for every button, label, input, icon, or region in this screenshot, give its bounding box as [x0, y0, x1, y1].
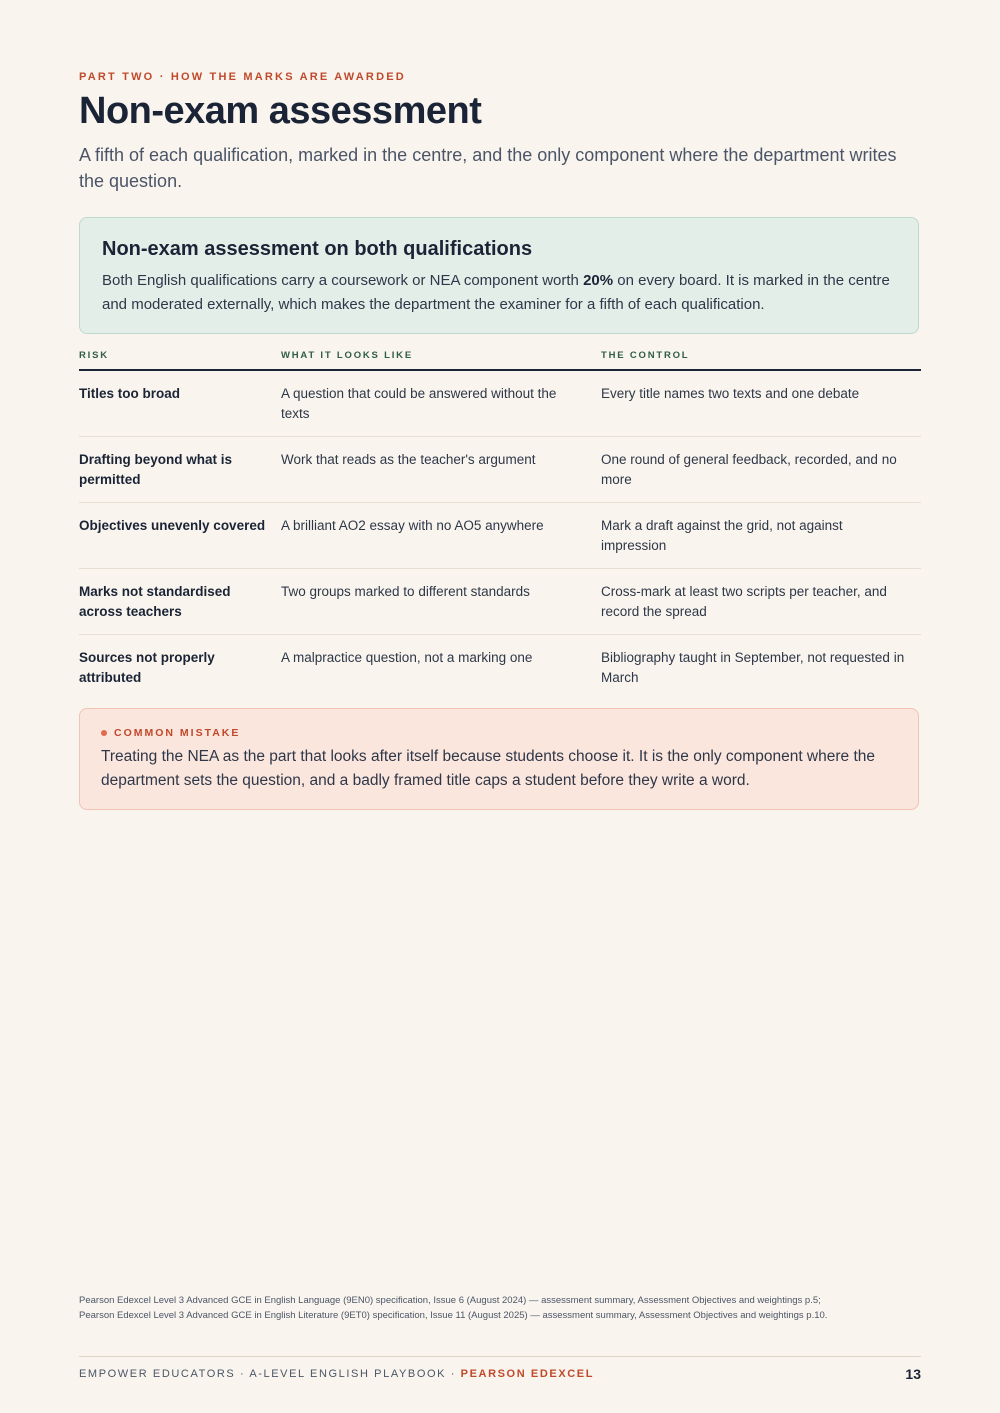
nea-callout — [79, 217, 919, 334]
source-line: Pearson Edexcel Level 3 Advanced GCE in English Language (9EN0) specification, Issue 6 (August 2024) — assessment summary, Assessment Objectives and weightings p.5; — [79, 1295, 821, 1306]
header-control: THE CONTROL — [601, 344, 921, 370]
table-row — [79, 370, 921, 437]
header-looks-like: WHAT IT LOOKS LIKE — [281, 344, 601, 370]
page-lede: A fifth of each qualification, marked in the centre, and the only component where the department writes the question. — [79, 145, 897, 191]
looks-like-cell: A malpractice question, not a marking one — [281, 650, 533, 665]
risk-cell: Drafting beyond what is permitted — [79, 437, 281, 503]
footer-divider — [79, 1356, 921, 1357]
risk-table — [79, 344, 921, 700]
callout-text — [102, 269, 896, 317]
looks-like-cell: Two groups marked to different standards — [281, 569, 601, 635]
source-notes — [79, 1293, 921, 1323]
footer-brand — [79, 1368, 594, 1380]
looks-like-cell: A question that could be answered without the texts — [281, 370, 601, 437]
source-line: Pearson Edexcel Level 3 Advanced GCE in English Literature (9ET0) specification, Issue 11 (August 2025) — assessment summary, Assessment Objectives and weightings p.10. — [79, 1310, 828, 1321]
common-mistake-box — [79, 708, 919, 810]
looks-like-cell: Work that reads as the teacher's argument — [281, 437, 601, 503]
callout-text-end: on every board. It is marked in the centre and moderated externally, which makes the department the examiner for a fifth of each qualification. — [102, 272, 890, 313]
control-cell: Bibliography taught in September, not requested in March — [601, 650, 905, 685]
footer-brand-text: EMPOWER EDUCATORS · A-LEVEL ENGLISH PLAYBOOK · — [79, 1368, 461, 1380]
mistake-text: Treating the NEA as the part that looks after itself because students choose it. It is the only component where the department sets the question, and a badly framed title caps a student before they write a word. — [101, 748, 876, 789]
control-cell: One round of general feedback, recorded, and no more — [601, 437, 921, 503]
bullet-dot-icon — [101, 730, 107, 736]
control-cell: Every title names two texts and one debate — [601, 370, 921, 437]
table-row — [79, 437, 921, 503]
footer-brand-accent: PEARSON EDEXCEL — [460, 1368, 595, 1380]
section-eyebrow: PART TWO · HOW THE MARKS ARE AWARDED — [79, 71, 406, 83]
control-cell: Mark a draft against the grid, not against impression — [601, 503, 921, 569]
control-cell: Cross-mark at least two scripts per teacher, and record the spread — [601, 569, 921, 635]
looks-like-cell: A brilliant AO2 essay with no AO5 anywhere — [281, 503, 601, 569]
risk-cell: Objectives unevenly covered — [79, 503, 281, 569]
header-risk: RISK — [79, 344, 281, 370]
table-header-row — [79, 344, 921, 370]
table-row — [79, 569, 921, 635]
page-title: Non-exam assessment — [79, 90, 482, 132]
risk-cell: Sources not properly attributed — [79, 650, 215, 685]
callout-emphasis: 20% — [583, 272, 614, 289]
table-row — [79, 635, 921, 701]
mistake-tag — [101, 727, 897, 739]
page-number: 13 — [905, 1366, 921, 1382]
callout-text-start: Both English qualifications carry a coursework or NEA component worth — [102, 272, 584, 289]
mistake-tag-label: COMMON MISTAKE — [114, 727, 241, 739]
risk-cell: Titles too broad — [79, 370, 281, 437]
page-footer — [79, 1366, 921, 1382]
callout-heading: Non-exam assessment on both qualifications — [102, 238, 533, 260]
table-row — [79, 503, 921, 569]
risk-cell: Marks not standardised across teachers — [79, 569, 281, 635]
